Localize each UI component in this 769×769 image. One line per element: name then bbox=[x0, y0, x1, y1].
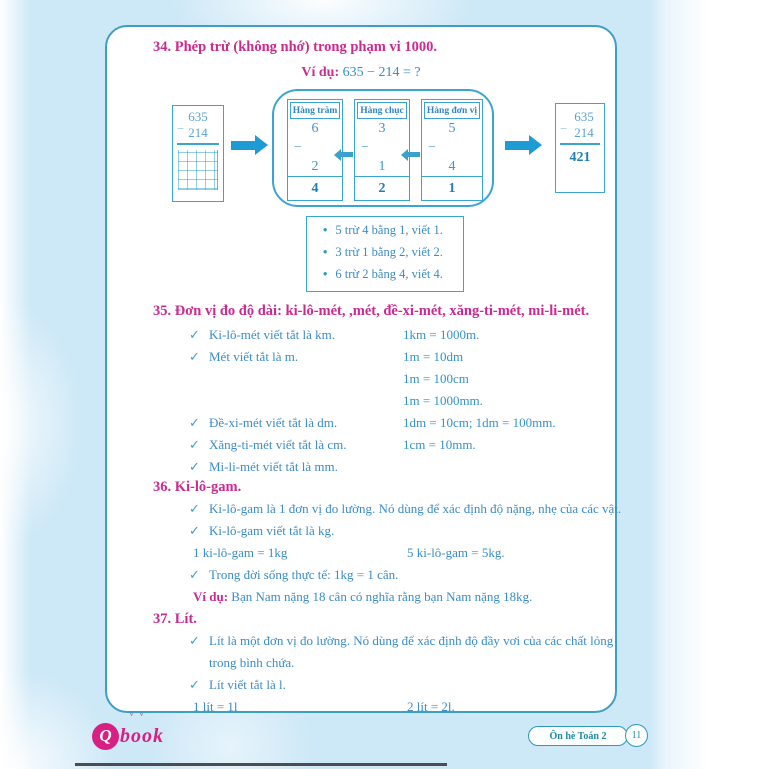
step-text: 5 trừ 4 bằng 1, viết 1. bbox=[335, 223, 443, 237]
column-units-header: Hàng đơn vị bbox=[424, 102, 480, 119]
steps-box bbox=[306, 216, 464, 292]
kg-abbreviation: Ki-lô-gam viết tắt là kg. bbox=[209, 523, 335, 538]
length-equation: 1dm = 10cm; 1dm = 100mm. bbox=[403, 415, 556, 430]
example-expression: 635 − 214 = ? bbox=[342, 65, 421, 80]
example-line bbox=[107, 65, 615, 81]
kg-example-row bbox=[107, 589, 619, 611]
digit-bottom: 2 bbox=[311, 159, 319, 174]
liter-row bbox=[107, 655, 619, 677]
digit-bottom: 4 bbox=[448, 159, 456, 174]
kg-real-life: Trong đời sống thực tế: 1kg = 1 cân. bbox=[209, 567, 399, 582]
length-equation: 1km = 1000m. bbox=[403, 327, 480, 342]
length-row bbox=[107, 327, 619, 349]
section-37-heading: 37. Lít. bbox=[153, 611, 197, 627]
example-label: Ví dụ: bbox=[301, 65, 340, 80]
digit-top: 3 bbox=[378, 121, 386, 136]
step-text: 6 trừ 2 bằng 4, viết 4. bbox=[335, 267, 443, 281]
length-equation: 1m = 100cm bbox=[403, 371, 469, 386]
bullet-icon: • bbox=[323, 245, 328, 259]
kg-equation-right: 5 ki-lô-gam = 5kg. bbox=[407, 545, 505, 560]
column-hundreds-result: 4 bbox=[288, 176, 342, 200]
length-definition: Xăng-ti-mét viết tắt là cm. bbox=[209, 437, 347, 452]
step-text: 3 trừ 1 bằng 2, viết 2. bbox=[335, 245, 443, 259]
length-row bbox=[107, 349, 619, 371]
digit-top: 6 bbox=[311, 121, 319, 136]
grid-answer-area bbox=[178, 150, 218, 190]
subtraction-box-right bbox=[555, 103, 605, 193]
minus-sign: − bbox=[361, 140, 369, 155]
digit-bottom: 1 bbox=[378, 159, 386, 174]
length-equation: 1m = 1000mm. bbox=[403, 393, 483, 408]
check-icon: ✓ bbox=[189, 437, 200, 452]
bird-icon: ᵛ ᵛ bbox=[130, 710, 146, 722]
liter-definition-line1: Lít là một đơn vị đo lường. Nó dùng để xác định độ đầy vơi của các chất lỏng bbox=[209, 633, 614, 648]
content-card bbox=[105, 25, 622, 714]
length-row bbox=[107, 459, 619, 481]
example-text: Bạn Nam nặng 18 cân có nghĩa rằng bạn Nam nặng 18kg. bbox=[228, 589, 533, 604]
arrow-left-icon bbox=[341, 152, 353, 157]
footer-book-title-badge: Ôn hè Toán 2 bbox=[528, 726, 628, 746]
qbook-logo bbox=[92, 710, 164, 756]
column-tens-result: 2 bbox=[355, 176, 409, 200]
length-definition: Mi-li-mét viết tắt là mm. bbox=[209, 459, 338, 474]
liter-equation-right: 2 lít = 2l. bbox=[407, 699, 455, 714]
minus-sign: − bbox=[428, 140, 436, 155]
place-value-container bbox=[272, 89, 494, 207]
check-icon: ✓ bbox=[189, 567, 200, 582]
length-definition: Đề-xi-mét viết tắt là dm. bbox=[209, 415, 338, 430]
column-hundreds-header: Hàng trăm bbox=[290, 102, 340, 119]
check-icon: ✓ bbox=[189, 349, 200, 364]
length-row bbox=[107, 415, 619, 437]
logo-text: book bbox=[120, 724, 164, 747]
check-icon: ✓ bbox=[189, 633, 200, 648]
page-bottom-edge bbox=[75, 763, 447, 766]
logo-q-icon: Q bbox=[92, 723, 119, 750]
step-item bbox=[323, 223, 463, 245]
difference-result: 421 bbox=[569, 150, 591, 165]
bullet-icon: • bbox=[323, 223, 328, 237]
column-tens-header: Hàng chục bbox=[357, 102, 407, 119]
arrow-left-icon bbox=[408, 152, 420, 157]
column-units-result: 1 bbox=[422, 176, 482, 200]
length-row bbox=[107, 437, 619, 459]
minus-sign: − bbox=[560, 121, 568, 136]
check-icon: ✓ bbox=[189, 523, 200, 538]
kg-equation-left: 1 ki-lô-gam = 1kg bbox=[193, 545, 288, 560]
kg-row bbox=[107, 523, 619, 545]
kg-row bbox=[107, 567, 619, 589]
liter-abbreviation: Lít viết tắt là l. bbox=[209, 677, 286, 692]
liter-equation-left: 1 lít = 1l bbox=[193, 699, 238, 714]
step-item bbox=[323, 245, 463, 267]
check-icon: ✓ bbox=[189, 327, 200, 342]
minuend: 635 bbox=[574, 109, 594, 124]
length-definition: Ki-lô-mét viết tắt là km. bbox=[209, 327, 335, 342]
answer-rule bbox=[560, 143, 600, 145]
arrow-right-icon bbox=[231, 141, 255, 150]
step-item bbox=[323, 267, 463, 289]
length-equation: 1cm = 10mm. bbox=[403, 437, 476, 452]
kg-definition: Ki-lô-gam là 1 đơn vị đo lường. Nó dùng để xác định độ nặng, nhẹ của các vật. bbox=[209, 501, 622, 516]
column-units bbox=[421, 99, 483, 201]
subtraction-box-left bbox=[172, 105, 224, 202]
liter-row bbox=[107, 633, 619, 655]
check-icon: ✓ bbox=[189, 459, 200, 474]
minus-sign: − bbox=[294, 140, 302, 155]
example-label: Ví dụ: bbox=[193, 589, 229, 604]
subtrahend: 214 bbox=[574, 125, 594, 140]
minus-sign: − bbox=[177, 121, 185, 136]
subtrahend: 214 bbox=[188, 125, 208, 140]
liter-definition-line2: trong bình chứa. bbox=[209, 655, 295, 670]
length-row bbox=[107, 371, 619, 393]
minuend: 635 bbox=[188, 109, 208, 124]
length-definition: Mét viết tắt là m. bbox=[209, 349, 299, 364]
length-row bbox=[107, 393, 619, 415]
section-36-heading: 36. Ki-lô-gam. bbox=[153, 479, 242, 495]
kg-equation-row bbox=[107, 545, 619, 567]
liter-row bbox=[107, 677, 619, 699]
page-number-badge: 11 bbox=[625, 724, 648, 747]
answer-rule bbox=[177, 143, 219, 145]
liter-equation-row bbox=[107, 699, 619, 721]
section-35-heading: 35. Đơn vị đo độ dài: ki-lô-mét, ,mét, đề-xi-mét, xăng-ti-mét, mi-li-mét. bbox=[153, 303, 590, 319]
arrow-right-icon bbox=[505, 141, 529, 150]
check-icon: ✓ bbox=[189, 501, 200, 516]
length-equation: 1m = 10dm bbox=[403, 349, 464, 364]
bullet-icon: • bbox=[323, 267, 328, 281]
column-units-body bbox=[422, 121, 482, 176]
section-34-heading: 34. Phép trừ (không nhớ) trong phạm vi 1000. bbox=[153, 39, 437, 55]
check-icon: ✓ bbox=[189, 415, 200, 430]
digit-top: 5 bbox=[448, 121, 456, 136]
check-icon: ✓ bbox=[189, 677, 200, 692]
kg-row bbox=[107, 501, 622, 523]
